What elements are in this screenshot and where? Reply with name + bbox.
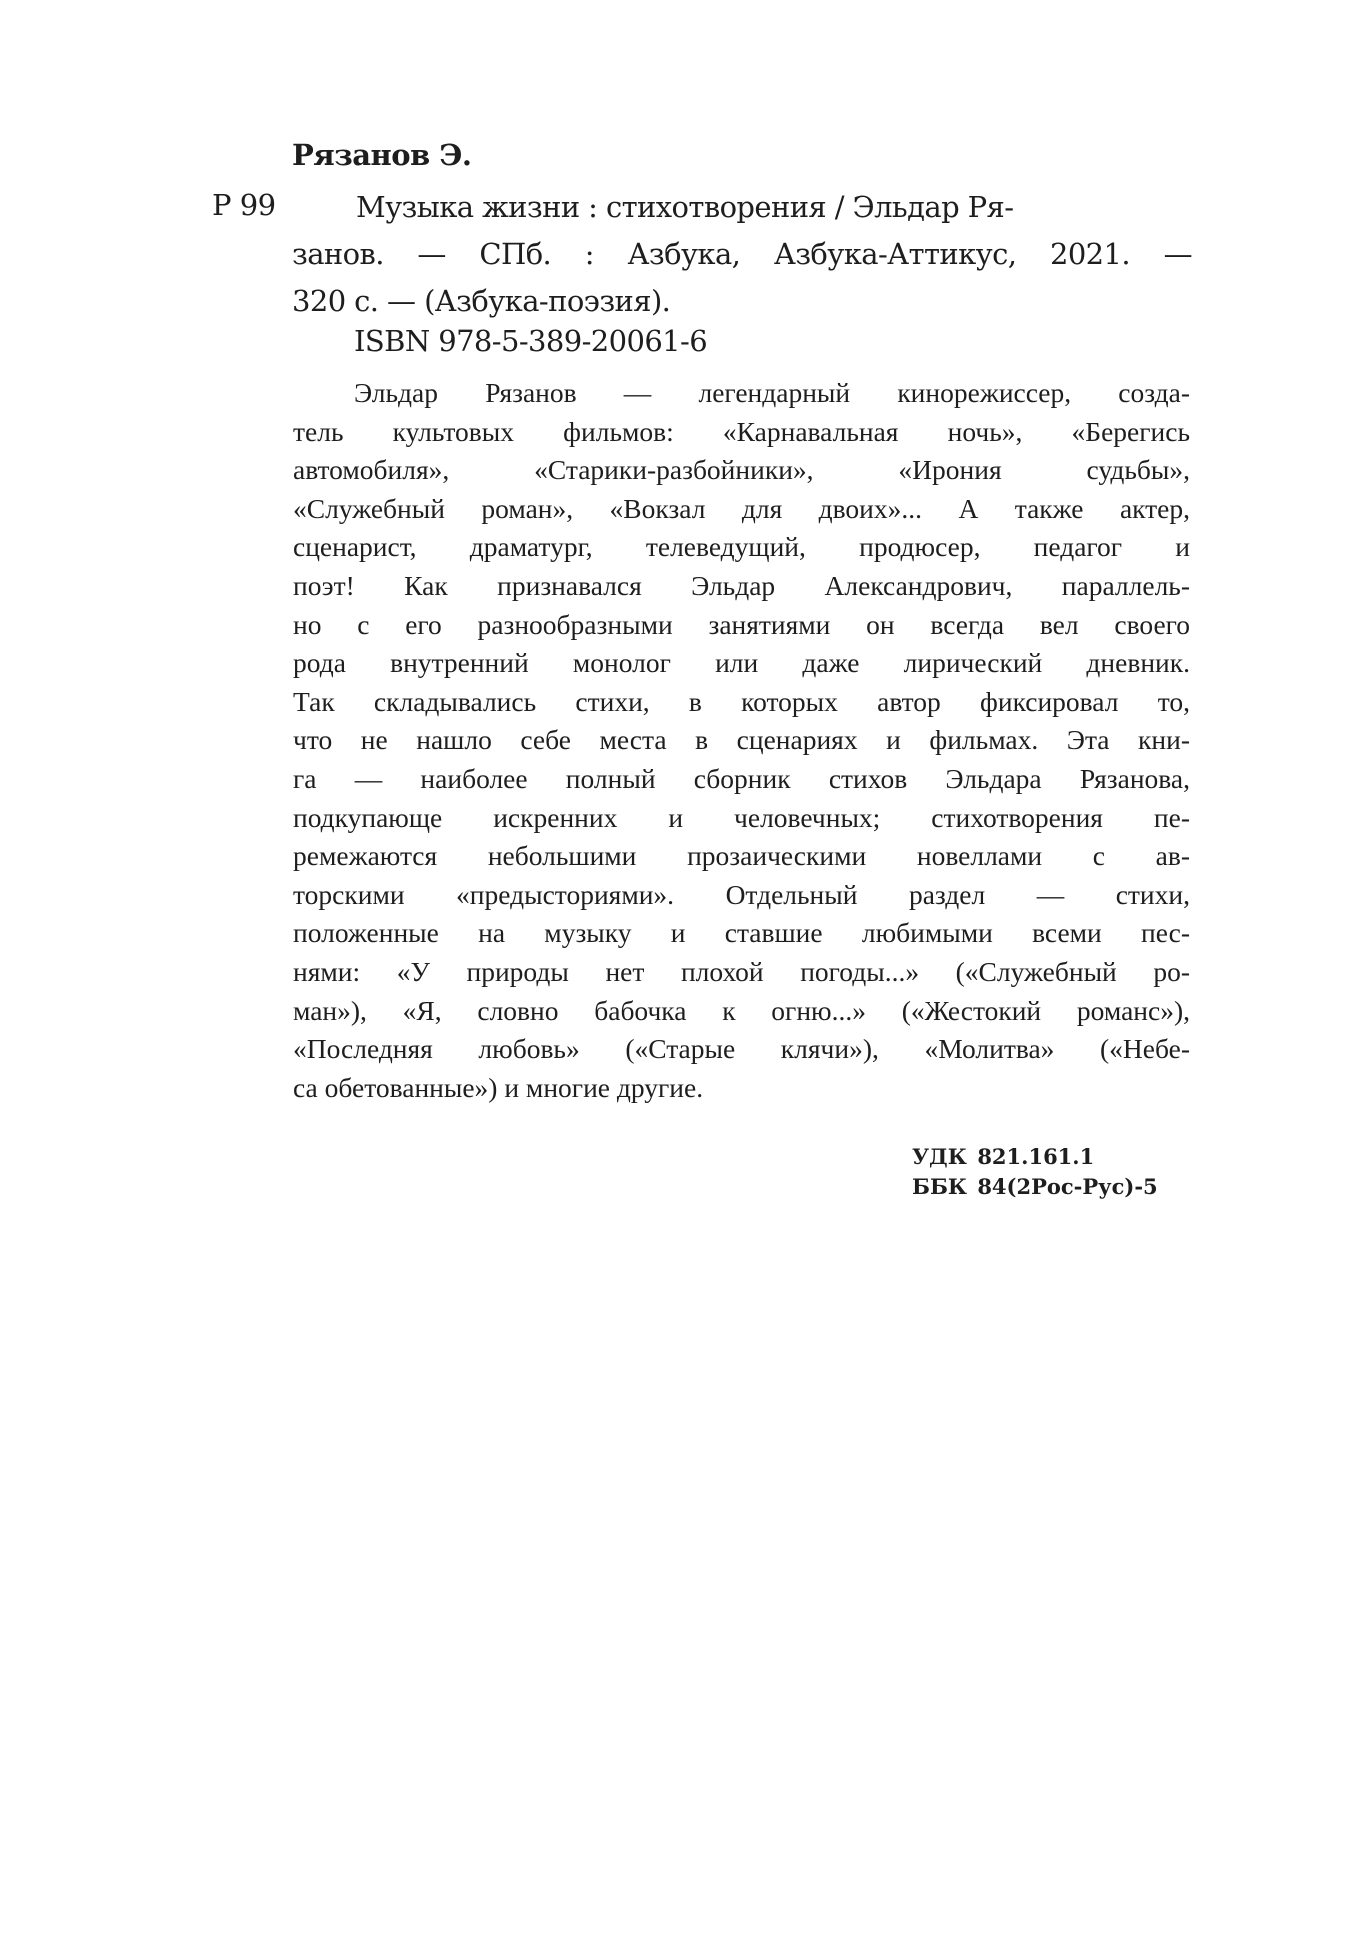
annotation-line: га — наиболее полный сборник стихов Эльдара Рязанова, xyxy=(293,762,1190,794)
bbk-row xyxy=(912,1172,1158,1202)
author-heading: Рязанов Э. xyxy=(292,138,472,172)
annotation-line: что не нашло себе места в сценариях и фильмах. Эта кни- xyxy=(293,724,1190,756)
annotation-line: сценарист, драматург, телеведущий, продюсер, педагог и xyxy=(293,531,1190,563)
annotation-line: Эльдар Рязанов — легендарный кинорежиссер, созда- xyxy=(354,377,1190,408)
bib-line: 320 с. — (Азбука-поэзия). xyxy=(292,284,671,318)
annotation-line: «Последняя любовь» («Старые клячи»), «Молитва» («Небе- xyxy=(293,1033,1190,1065)
udk-row xyxy=(912,1142,1158,1172)
classification-codes xyxy=(912,1142,1158,1202)
udk-value: 821.161.1 xyxy=(977,1144,1095,1169)
annotation-line: положенные на музыку и ставшие любимыми всеми пес- xyxy=(293,917,1190,949)
bibliographic-description xyxy=(292,184,1192,325)
bib-line: занов. — СПб. : Азбука, Азбука-Аттикус, 2021. — xyxy=(292,237,1192,271)
isbn: ISBN 978-5-389-20061-6 xyxy=(354,324,708,358)
annotation-line: Так складывались стихи, в которых автор фиксировал то, xyxy=(293,685,1190,717)
annotation-line: автомобиля», «Старики-разбойники», «Ирония судьбы», xyxy=(293,454,1190,486)
annotation-line: но с его разнообразными занятиями он всегда вел своего xyxy=(293,608,1190,640)
bbk-label: ББК xyxy=(912,1174,967,1199)
annotation-line: ман»), «Я, словно бабочка к огню...» («Жестокий романс»), xyxy=(293,994,1190,1026)
annotation xyxy=(293,374,1190,1107)
annotation-line: торскими «предысториями». Отдельный раздел — стихи, xyxy=(293,878,1190,910)
author-code: Р 99 xyxy=(212,188,276,222)
annotation-line: са обетованные») и многие другие. xyxy=(293,1071,704,1103)
annotation-line: «Служебный роман», «Вокзал для двоих»... А также актер, xyxy=(293,492,1190,524)
annotation-line: поэт! Как признавался Эльдар Александрович, параллель- xyxy=(293,569,1190,601)
bib-line: Музыка жизни : стихотворения / Эльдар Ря- xyxy=(356,190,1014,224)
bbk-value: 84(2Рос-Рус)-5 xyxy=(977,1174,1158,1199)
annotation-line: ремежаются небольшими прозаическими новеллами с ав- xyxy=(293,840,1190,872)
annotation-line: рода внутренний монолог или даже лирический дневник. xyxy=(293,647,1190,679)
annotation-line: нями: «У природы нет плохой погоды...» («Служебный ро- xyxy=(293,955,1190,987)
annotation-line: тель культовых фильмов: «Карнавальная ночь», «Берегись xyxy=(293,415,1190,447)
annotation-line: подкупающе искренних и человечных; стихотворения пе- xyxy=(293,801,1190,833)
udk-label: УДК xyxy=(912,1144,967,1169)
